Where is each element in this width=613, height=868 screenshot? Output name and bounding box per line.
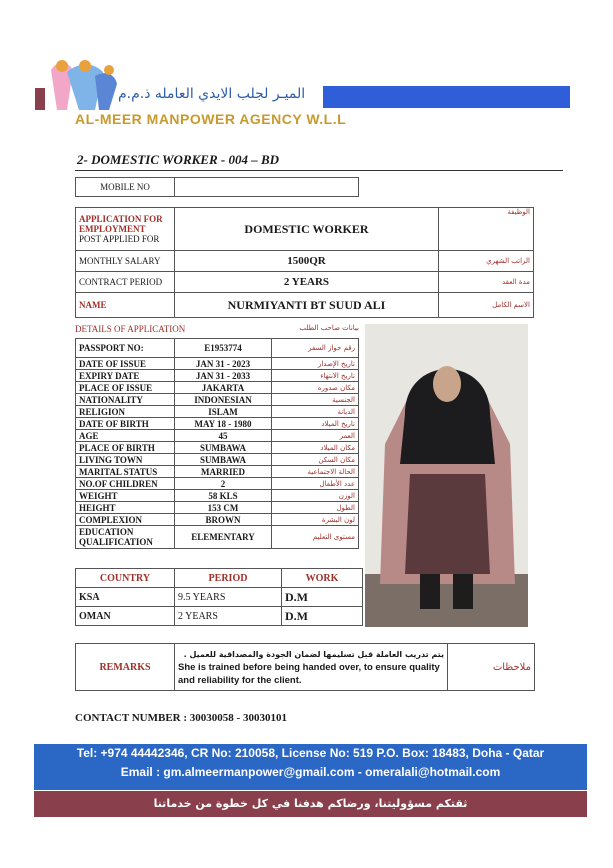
salary-label: MONTHLY SALARY	[76, 251, 175, 272]
application-label: APPLICATION FOR EMPLOYMENT	[79, 214, 163, 234]
period-cell: 9.5 YEARS	[175, 588, 282, 607]
col-period: PERIOD	[175, 569, 282, 588]
detail-ar: تاريخ الميلاد	[272, 418, 359, 430]
table-row	[76, 526, 359, 549]
detail-value: MARRIED	[175, 466, 272, 478]
detail-value: 58 KLS	[175, 490, 272, 502]
application-table	[75, 207, 534, 318]
table-row	[76, 418, 359, 430]
period-cell: 2 YEARS	[175, 607, 282, 626]
name-label: NAME	[76, 293, 175, 318]
detail-value: ISLAM	[175, 406, 272, 418]
detail-label: MARITAL STATUS	[76, 466, 175, 478]
footer-line2: Email : gm.almeermanpower@gmail.com - omeralali@hotmail.com	[120, 765, 501, 779]
footer-slogan: ثقتكم مسؤوليتنا، ورضاكم هدفنا في كل خطوة من خدماتنا	[34, 791, 587, 817]
table-row	[76, 370, 359, 382]
detail-label: DATE OF ISSUE	[76, 358, 175, 370]
detail-value: ELEMENTARY	[175, 526, 272, 549]
detail-value: MAY 18 - 1980	[175, 418, 272, 430]
table-row	[76, 607, 363, 626]
details-table	[75, 338, 359, 549]
detail-label: WEIGHT	[76, 490, 175, 502]
table-row	[76, 382, 359, 394]
detail-label: EDUCATION QUALIFICATION	[76, 526, 175, 549]
detail-label: AGE	[76, 430, 175, 442]
company-name-english: AL-MEER MANPOWER AGENCY W.L.L	[75, 111, 347, 127]
work-cell: D.M	[282, 607, 363, 626]
table-row	[76, 502, 359, 514]
applicant-photo	[365, 324, 528, 627]
detail-value: SUMBAWA	[175, 454, 272, 466]
table-row	[76, 430, 359, 442]
table-row	[76, 406, 359, 418]
remarks-arabic: يتم تدريب العاملة قبل تسليمها لضمان الجودة والمصداقية للعميل .	[183, 649, 444, 659]
details-header	[75, 324, 359, 336]
detail-value: 45	[175, 430, 272, 442]
detail-label: COMPLEXION	[76, 514, 175, 526]
name-value: NURMIYANTI BT SUUD ALI	[175, 293, 439, 318]
detail-ar: مكان الميلاد	[272, 442, 359, 454]
post-applied-value: DOMESTIC WORKER	[175, 208, 439, 251]
table-row	[76, 442, 359, 454]
detail-ar: العمر	[272, 430, 359, 442]
detail-label: RELIGION	[76, 406, 175, 418]
detail-value: 2	[175, 478, 272, 490]
detail-value: INDONESIAN	[175, 394, 272, 406]
detail-label: LIVING TOWN	[76, 454, 175, 466]
detail-value: SUMBAWA	[175, 442, 272, 454]
detail-ar: الطول	[272, 502, 359, 514]
detail-value: E1953774	[175, 339, 272, 358]
work-cell: D.M	[282, 588, 363, 607]
detail-label: PLACE OF BIRTH	[76, 442, 175, 454]
remarks-label: REMARKS	[76, 644, 175, 691]
detail-ar: عدد الأطفال	[272, 478, 359, 490]
detail-label: EXPIRY DATE	[76, 370, 175, 382]
detail-ar: الجنسية	[272, 394, 359, 406]
detail-ar: مكان السكن	[272, 454, 359, 466]
post-applied-label: POST APPLIED FOR	[79, 234, 160, 244]
footer-contact	[34, 744, 587, 790]
title-divider	[75, 170, 563, 171]
detail-ar: الحالة الاجتماعية	[272, 466, 359, 478]
table-row	[76, 514, 359, 526]
name-ar: الاسم الكامل	[439, 293, 534, 318]
col-work: WORK	[282, 569, 363, 588]
table-row	[76, 478, 359, 490]
detail-ar: مستوى التعليم	[272, 526, 359, 549]
document-title: 2- DOMESTIC WORKER - 004 – BD	[77, 152, 280, 167]
company-name-arabic: الميـر لجلب الايدي العامله ذ.م.م	[118, 86, 306, 102]
detail-label: PLACE OF ISSUE	[76, 382, 175, 394]
contract-ar: مدة العقد	[439, 272, 534, 293]
contract-value: 2 YEARS	[175, 272, 439, 293]
table-row	[76, 466, 359, 478]
remarks-table	[75, 643, 535, 691]
country-cell: OMAN	[76, 607, 175, 626]
detail-ar: لون البشرة	[272, 514, 359, 526]
table-row	[76, 339, 359, 358]
detail-value: 153 CM	[175, 502, 272, 514]
detail-ar: تاريخ الانتهاء	[272, 370, 359, 382]
detail-value: JAN 31 - 2023	[175, 358, 272, 370]
footer-line1: Tel: +974 44442346, CR No: 210058, License No: 519 P.O. Box: 18483, Doha - Qatar	[76, 746, 545, 760]
mobile-label: MOBILE NO	[76, 178, 175, 197]
company-logo	[33, 58, 123, 119]
remarks-ar-label: ملاحظات	[448, 644, 535, 691]
detail-label: DATE OF BIRTH	[76, 418, 175, 430]
post-applied-ar: الوظيفة	[439, 208, 534, 251]
detail-label: PASSPORT NO:	[76, 339, 175, 358]
country-cell: KSA	[76, 588, 175, 607]
col-country: COUNTRY	[76, 569, 175, 588]
salary-ar: الراتب الشهري	[439, 251, 534, 272]
salary-value: 1500QR	[175, 251, 439, 272]
table-row	[76, 358, 359, 370]
header-blue-bar	[323, 86, 570, 108]
detail-label: HEIGHT	[76, 502, 175, 514]
detail-value: BROWN	[175, 514, 272, 526]
details-label: DETAILS OF APPLICATION	[75, 324, 186, 334]
details-ar: بيانات صاحب الطلب	[299, 324, 359, 332]
detail-ar: رقم جواز السفر	[272, 339, 359, 358]
mobile-table	[75, 177, 359, 197]
table-row	[76, 454, 359, 466]
detail-label: NATIONALITY	[76, 394, 175, 406]
detail-ar: مكان صدوره	[272, 382, 359, 394]
detail-ar: الوزن	[272, 490, 359, 502]
detail-value: JAKARTA	[175, 382, 272, 394]
remarks-english: She is trained before being handed over, to ensure quality and reliability for the client.	[178, 661, 440, 686]
mobile-value	[175, 178, 359, 197]
contract-label: CONTRACT PERIOD	[76, 272, 175, 293]
detail-ar: الديانة	[272, 406, 359, 418]
table-row	[76, 490, 359, 502]
table-row	[76, 588, 363, 607]
table-row	[76, 394, 359, 406]
detail-ar: تاريخ الإصدار	[272, 358, 359, 370]
work-history-table	[75, 568, 363, 626]
detail-value: JAN 31 - 2033	[175, 370, 272, 382]
detail-label: NO.OF CHILDREN	[76, 478, 175, 490]
contact-number: CONTACT NUMBER : 30030058 - 30030101	[75, 712, 287, 724]
